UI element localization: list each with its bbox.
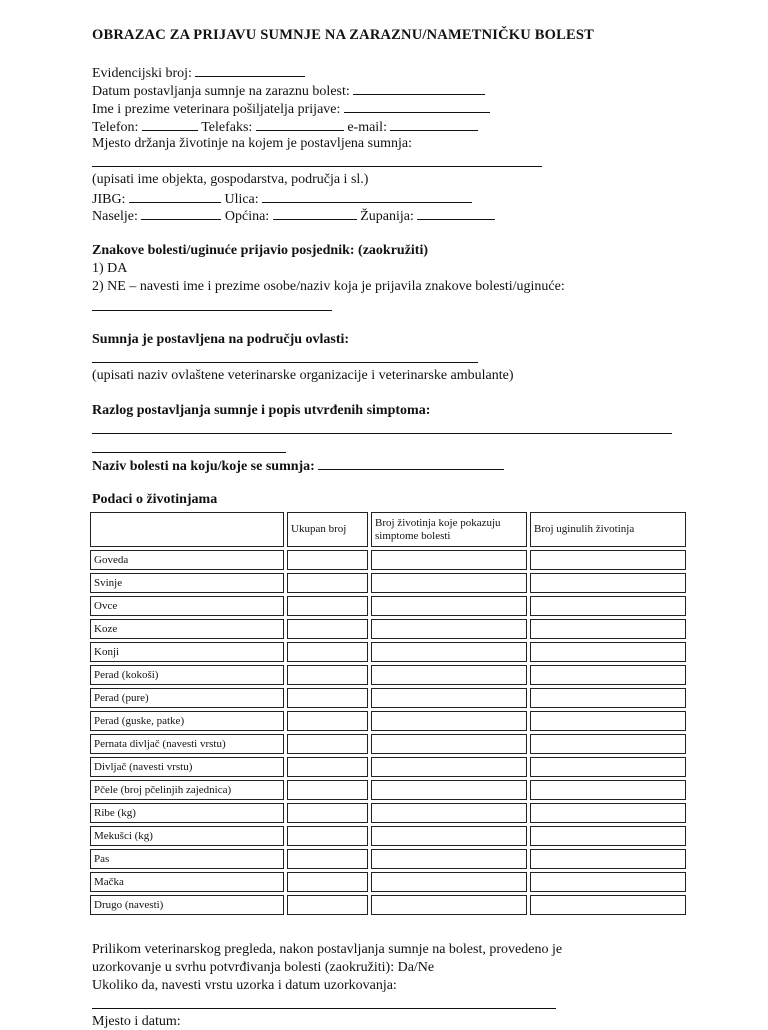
table-input-cell[interactable] xyxy=(371,872,527,892)
owner-option-ne[interactable]: 2) NE – navesti ime i prezime osobe/naziv koja je prijavila znakove bolesti/uginuće: xyxy=(92,279,565,294)
animal-label: Drugo (navesti) xyxy=(90,895,284,915)
animal-label: Svinje xyxy=(90,573,284,593)
ulica-field[interactable] xyxy=(262,189,472,203)
table-input-cell[interactable] xyxy=(287,849,368,869)
table-input-cell[interactable] xyxy=(287,734,368,754)
table-row xyxy=(90,573,686,593)
table-input-cell[interactable] xyxy=(371,803,527,823)
table-row xyxy=(90,711,686,731)
telefon-field[interactable] xyxy=(142,117,198,131)
table-input-cell[interactable] xyxy=(287,872,368,892)
owner-reporter-field[interactable] xyxy=(92,310,332,311)
animal-label: Pernata divljač (navesti vrstu) xyxy=(90,734,284,754)
table-input-cell[interactable] xyxy=(530,826,686,846)
table-row xyxy=(90,780,686,800)
animal-label: Konji xyxy=(90,642,284,662)
owner-option-da[interactable]: 1) DA xyxy=(92,261,128,276)
table-input-cell[interactable] xyxy=(371,596,527,616)
table-input-cell[interactable] xyxy=(371,619,527,639)
disease-field[interactable] xyxy=(318,456,504,470)
area-field[interactable] xyxy=(92,362,478,363)
table-input-cell[interactable] xyxy=(530,596,686,616)
evidencijski-field[interactable] xyxy=(195,63,305,77)
table-input-cell[interactable] xyxy=(287,573,368,593)
table-row xyxy=(90,734,686,754)
table-row xyxy=(90,688,686,708)
table-input-cell[interactable] xyxy=(287,596,368,616)
animal-label: Mačka xyxy=(90,872,284,892)
telefaks-field[interactable] xyxy=(256,117,344,131)
table-input-cell[interactable] xyxy=(530,665,686,685)
table-input-cell[interactable] xyxy=(530,757,686,777)
animal-label: Mekušci (kg) xyxy=(90,826,284,846)
opcina-label: Općina: xyxy=(224,209,270,224)
telefaks-label: Telefaks: xyxy=(201,120,253,135)
table-input-cell[interactable] xyxy=(287,803,368,823)
table-input-cell[interactable] xyxy=(530,688,686,708)
telefon-label: Telefon: xyxy=(92,120,139,135)
table-input-cell[interactable] xyxy=(287,550,368,570)
mjesto-label: Mjesto držanja životinje na kojem je postavljena sumnja: xyxy=(92,136,412,151)
table-input-cell[interactable] xyxy=(530,573,686,593)
evidencijski-label: Evidencijski broj: xyxy=(92,66,192,81)
animals-table xyxy=(87,509,689,918)
animal-label: Ovce xyxy=(90,596,284,616)
reason-field-line-2[interactable] xyxy=(92,452,286,453)
table-row xyxy=(90,642,686,662)
sampling-line-2: uzorkovanje u svrhu potvrđivanja bolesti (zaokružiti): Da/Ne xyxy=(92,960,435,975)
table-row xyxy=(90,849,686,869)
table-row xyxy=(90,872,686,892)
table-row xyxy=(90,619,686,639)
email-label: e-mail: xyxy=(347,120,387,135)
sampling-field[interactable] xyxy=(92,1008,556,1009)
table-input-cell[interactable] xyxy=(287,619,368,639)
table-input-cell[interactable] xyxy=(371,849,527,869)
animal-label: Divljač (navesti vrstu) xyxy=(90,757,284,777)
table-input-cell[interactable] xyxy=(287,665,368,685)
table-input-cell[interactable] xyxy=(371,895,527,915)
table-input-cell[interactable] xyxy=(530,619,686,639)
table-input-cell[interactable] xyxy=(371,757,527,777)
animals-header-row xyxy=(90,512,686,547)
reason-field-line-1[interactable] xyxy=(92,433,672,434)
animal-label: Ribe (kg) xyxy=(90,803,284,823)
animal-label: Perad (pure) xyxy=(90,688,284,708)
table-row xyxy=(90,895,686,915)
table-input-cell[interactable] xyxy=(371,573,527,593)
table-input-cell[interactable] xyxy=(530,895,686,915)
animal-label: Goveda xyxy=(90,550,284,570)
animal-label: Pas xyxy=(90,849,284,869)
table-row xyxy=(90,826,686,846)
table-input-cell[interactable] xyxy=(287,780,368,800)
table-input-cell[interactable] xyxy=(530,803,686,823)
table-input-cell[interactable] xyxy=(287,688,368,708)
table-input-cell[interactable] xyxy=(530,642,686,662)
animals-heading: Podaci o životinjama xyxy=(92,492,218,507)
mjesto-note: (upisati ime objekta, gospodarstva, područja i sl.) xyxy=(92,172,369,187)
table-input-cell[interactable] xyxy=(371,826,527,846)
veterinar-label: Ime i prezime veterinara pošiljatelja prijave: xyxy=(92,102,341,117)
table-row xyxy=(90,803,686,823)
evidencijski-row xyxy=(92,63,305,82)
mjesto-field[interactable] xyxy=(92,166,542,167)
table-row xyxy=(90,665,686,685)
disease-heading: Naziv bolesti na koju/koje se sumnja: xyxy=(92,459,315,474)
table-input-cell[interactable] xyxy=(530,711,686,731)
sampling-line-1: Prilikom veterinarskog pregleda, nakon postavljanja sumnje na bolest, provedeno je xyxy=(92,942,563,957)
table-input-cell[interactable] xyxy=(530,849,686,869)
email-field[interactable] xyxy=(390,117,478,131)
opcina-field[interactable] xyxy=(273,206,357,220)
table-input-cell[interactable] xyxy=(530,780,686,800)
naselje-label: Naselje: xyxy=(92,209,138,224)
ulica-label: Ulica: xyxy=(224,192,259,207)
owner-heading: Znakove bolesti/uginuće prijavio posjednik: (zaokružiti) xyxy=(92,243,429,258)
table-input-cell[interactable] xyxy=(371,711,527,731)
reason-heading: Razlog postavljanja sumnje i popis utvrđenih simptoma: xyxy=(92,403,431,418)
area-heading: Sumnja je postavljena na području ovlasti: xyxy=(92,332,350,347)
datum-label: Datum postavljanja sumnje na zaraznu bolest: xyxy=(92,84,350,99)
column-header-0 xyxy=(90,512,284,547)
table-input-cell[interactable] xyxy=(371,734,527,754)
table-input-cell[interactable] xyxy=(287,895,368,915)
table-row xyxy=(90,596,686,616)
column-header-3: Broj uginulih životinja xyxy=(530,512,686,547)
table-row xyxy=(90,757,686,777)
animal-label: Perad (kokoši) xyxy=(90,665,284,685)
table-input-cell[interactable] xyxy=(371,665,527,685)
sampling-line-3: Ukoliko da, navesti vrstu uzorka i datum uzorkovanja: xyxy=(92,978,397,993)
contact-row xyxy=(92,117,478,136)
disease-row xyxy=(92,456,504,475)
zupanija-field[interactable] xyxy=(417,206,495,220)
table-input-cell[interactable] xyxy=(530,734,686,754)
table-input-cell[interactable] xyxy=(530,550,686,570)
animal-label: Pčele (broj pčelinjih zajednica) xyxy=(90,780,284,800)
zupanija-label: Županija: xyxy=(360,209,414,224)
jibg-field[interactable] xyxy=(129,189,221,203)
column-header-1: Ukupan broj xyxy=(287,512,368,547)
form-title: OBRAZAC ZA PRIJAVU SUMNJE NA ZARAZNU/NAMETNIČKU BOLEST xyxy=(92,27,594,43)
table-input-cell[interactable] xyxy=(530,872,686,892)
table-input-cell[interactable] xyxy=(287,826,368,846)
jibg-label: JIBG: xyxy=(92,192,126,207)
table-input-cell[interactable] xyxy=(371,642,527,662)
datum-field[interactable] xyxy=(353,81,485,95)
animal-label: Perad (guske, patke) xyxy=(90,711,284,731)
location-row xyxy=(92,206,495,225)
table-input-cell[interactable] xyxy=(371,550,527,570)
column-header-2: Broj životinja koje pokazuju simptome bolesti xyxy=(371,512,527,547)
table-input-cell[interactable] xyxy=(371,688,527,708)
area-note: (upisati naziv ovlaštene veterinarske organizacije i veterinarske ambulante) xyxy=(92,368,514,383)
veterinar-field[interactable] xyxy=(344,99,490,113)
table-row xyxy=(90,550,686,570)
table-input-cell[interactable] xyxy=(371,780,527,800)
table-input-cell[interactable] xyxy=(287,757,368,777)
place-date-label: Mjesto i datum: xyxy=(92,1014,181,1029)
table-input-cell[interactable] xyxy=(287,711,368,731)
table-input-cell[interactable] xyxy=(287,642,368,662)
datum-row xyxy=(92,81,485,100)
animal-label: Koze xyxy=(90,619,284,639)
naselje-field[interactable] xyxy=(141,206,221,220)
veterinar-row xyxy=(92,99,490,118)
